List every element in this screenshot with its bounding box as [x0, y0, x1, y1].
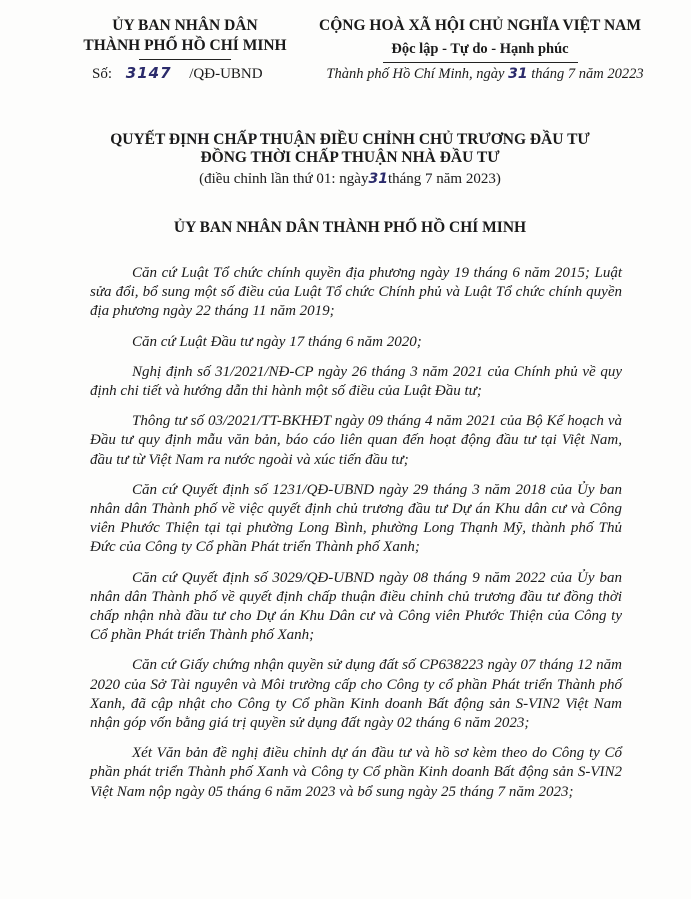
paragraph-legal-basis: Căn cứ Luật Tổ chức chính quyền địa phương ngày 19 tháng 6 năm 2015; Luật sửa đổi, bổ sung một số điều của Luật Tổ chức Chính phủ và Luật Tổ chức chính quyền địa phương ngày 22 tháng 11 năm 2019; [90, 265, 622, 320]
decision-subtitle [50, 171, 650, 188]
place-and-date [305, 66, 665, 83]
subtitle-prefix: (điều chỉnh lần thứ 01: ngày [199, 171, 369, 187]
national-motto: Độc lập - Tự do - Hạnh phúc [391, 41, 569, 57]
authority-heading: ỦY BAN NHÂN DÂN THÀNH PHỐ HỒ CHÍ MINH [173, 219, 527, 236]
paragraph-legal-basis: Căn cứ Giấy chứng nhận quyền sử dụng đất số CP638223 ngày 07 tháng 12 năm 2020 của Sở Tài nguyên và Môi trường cấp cho Công ty cổ phần Phát triển Thành phố Xanh, đã cập nhật cho Công ty Cổ phần Kinh doanh Bất động sản S-VIN2 Việt Nam nhận góp vốn bằng giá trị quyền sử dụng đất ngày 02 tháng 6 năm 2023; [90, 657, 622, 732]
legal-basis-section [90, 264, 622, 813]
org-name-line1: ỦY BAN NHÂN DÂN [112, 17, 258, 34]
docnum-prefix: Số: [92, 66, 113, 82]
decision-title [50, 131, 650, 167]
org-underline [139, 59, 231, 60]
national-title-block [300, 16, 660, 63]
org-name-line2: THÀNH PHỐ HỒ CHÍ MINH [83, 37, 287, 54]
paragraph-legal-basis: Căn cứ Quyết định số 1231/QĐ-UBND ngày 29 tháng 3 năm 2018 của Ủy ban nhân dân Thành phố về việc quyết định chủ trương đầu tư Dự án Khu dân cư và Công viên Phước Thiện tại tại phường Long Bình, phường Long Thạnh Mỹ, thành phố Thủ Đức của Công ty Cổ phần Phát triển Thành phố Xanh; [90, 481, 622, 556]
paragraph-legal-basis: Nghị định số 31/2021/NĐ-CP ngày 26 tháng 3 năm 2021 của Chính phủ về quy định chi tiết và hướng dẫn thi hành một số điều của Luật Đầu tư; [90, 363, 622, 400]
docnum-handwritten-number: 3147 [125, 64, 172, 82]
paragraph-legal-basis: Căn cứ Luật Đầu tư ngày 17 tháng 6 năm 2020; [132, 333, 422, 350]
docnum-suffix: /QĐ-UBND [189, 66, 263, 82]
country-name: CỘNG HOÀ XÃ HỘI CHỦ NGHĨA VIỆT NAM [319, 17, 641, 34]
paragraph-legal-basis: Thông tư số 03/2021/TT-BKHĐT ngày 09 tháng 4 năm 2021 của Bộ Kế hoạch và Đầu tư quy định mẫu văn bản, báo cáo liên quan đến hoạt động đầu tư tại Việt Nam, đầu tư từ Việt Nam ra nước ngoài và xúc tiến đầu tư; [90, 413, 622, 468]
place-date-suffix: tháng 7 năm 20223 [531, 66, 644, 82]
issuing-authority-block [70, 16, 300, 60]
paragraph-legal-basis: Căn cứ Quyết định số 3029/QĐ-UBND ngày 08 tháng 9 năm 2022 của Ủy ban nhân dân Thành phố về quyết định chấp thuận điều chỉnh chủ trương đầu tư đồng thời chấp nhận nhà đầu tư cho Dự án Khu Dân cư và Công viên Phước Thiện của Công ty Cổ phần Phát triển Thành phố Xanh; [90, 569, 622, 644]
document-number [92, 64, 263, 83]
title-line1: QUYẾT ĐỊNH CHẤP THUẬN ĐIỀU CHỈNH CHỦ TRƯƠNG ĐẦU TƯ [110, 131, 590, 148]
place-date-prefix: Thành phố Hồ Chí Minh, ngày [326, 66, 505, 82]
place-date-handwritten-day: 31 [508, 66, 528, 82]
subtitle-suffix: tháng 7 năm 2023) [387, 171, 501, 187]
paragraph-legal-basis: Xét Văn bản đề nghị điều chỉnh dự án đầu tư và hồ sơ kèm theo do Công ty Cổ phần phát triển Thành phố Xanh và Công ty Cổ phần Kinh doanh Bất động sản S-VIN2 Việt Nam nộp ngày 05 tháng 6 năm 2023 và bổ sung ngày 25 tháng 7 năm 2023; [90, 745, 622, 800]
title-line2: ĐỒNG THỜI CHẤP THUẬN NHÀ ĐẦU TƯ [200, 149, 500, 166]
subtitle-handwritten-day: 31 [368, 171, 388, 187]
motto-underline [383, 62, 578, 63]
